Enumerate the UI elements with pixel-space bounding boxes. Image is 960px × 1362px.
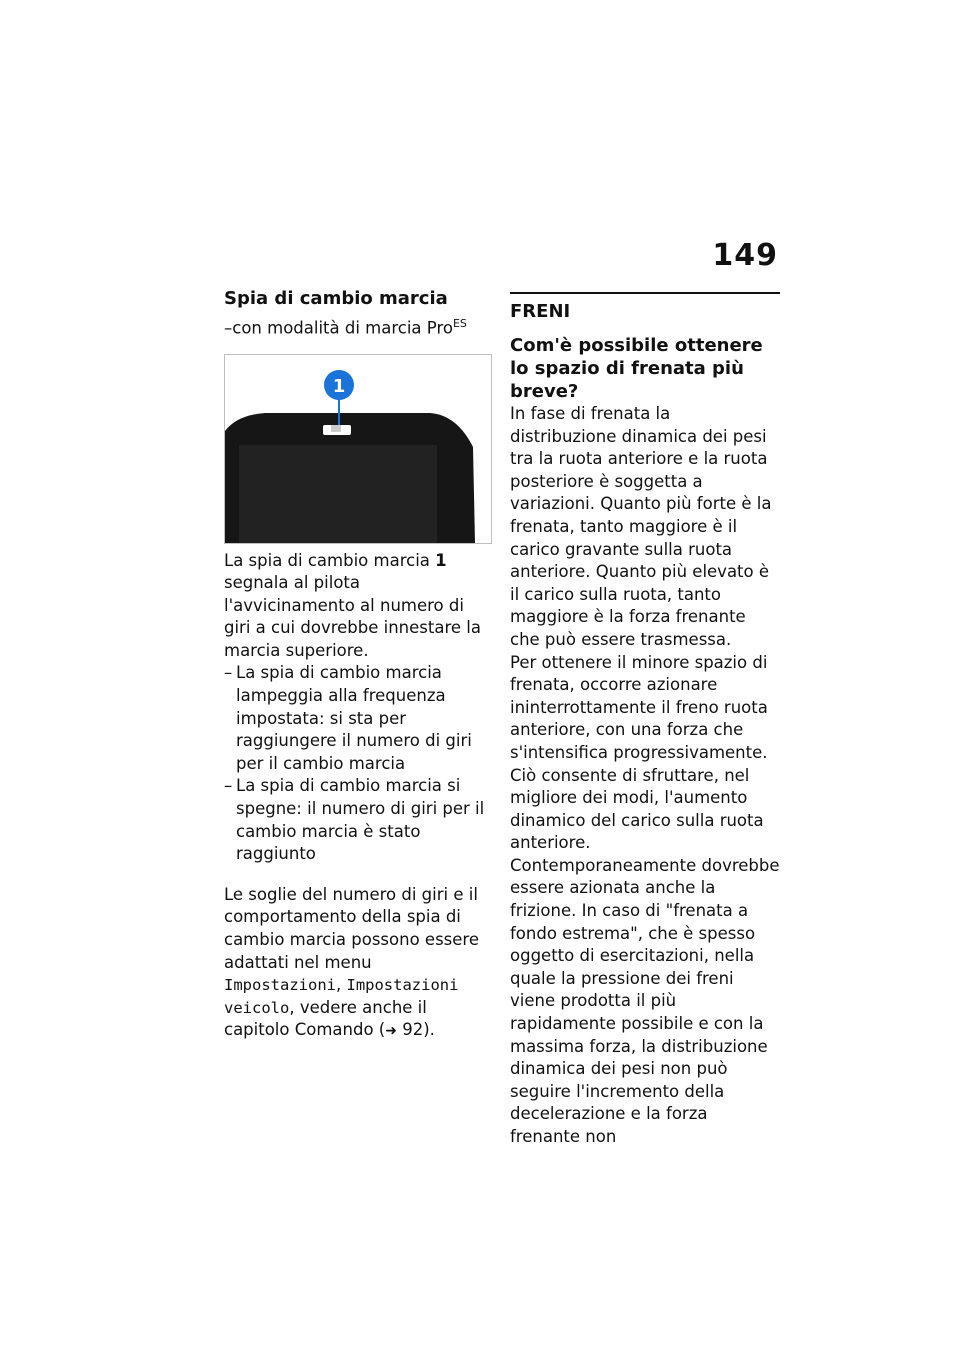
intro-paragraph	[224, 550, 494, 663]
list-item-text: La spia di cambio marcia si spegne: il numero di giri per il cambio marcia è stato raggiunto	[236, 776, 485, 864]
list-item-text: La spia di cambio marcia lampeggia alla frequenza impostata: si sta per raggiungere il numero di giri per il cambio marcia	[236, 663, 472, 773]
shift-indicator-notch	[331, 425, 341, 432]
settings-text: Le soglie del numero di giri e il comportamento della spia di cambio marcia possono essere adattati nel menu	[224, 884, 479, 972]
braking-paragraph-1: In fase di frenata la distribuzione dinamica dei pesi tra la ruota anteriore e la ruota posteriore è soggetta a variazioni. Quanto più forte è la frenata, tanto maggiore è il carico gravante sulla ruota anteriore. Quanto più elevato è il carico sulla ruota, tanto maggiore è la forza frenante che può essere trasmessa.	[510, 404, 772, 649]
section-divider	[510, 292, 780, 294]
page-reference-arrow-icon: ➜	[385, 1023, 397, 1040]
page-reference[interactable]: 92).	[396, 1020, 435, 1040]
callout-number: 1	[332, 375, 346, 397]
behavior-list	[224, 662, 494, 865]
left-column	[224, 288, 494, 1043]
bullet-dash: –	[224, 776, 233, 796]
menu-name-settings: Impostazioni	[224, 976, 336, 995]
intro-text: La spia di cambio marcia	[224, 550, 436, 570]
settings-text-cont: , vedere anche il capitolo Comando (	[224, 997, 427, 1040]
dashboard-illustration	[225, 355, 491, 543]
list-item	[224, 775, 494, 865]
intro-rest: segnala al pilota l'avvicinamento al numero di giri a cui dovrebbe innestare la marcia superiore.	[224, 573, 481, 660]
subheading-superscript: ES	[452, 317, 467, 330]
section-heading: Spia di cambio marcia	[224, 288, 448, 309]
braking-paragraph-2: Per ottenere il minore spazio di frenata, occorre azionare ininterrottamente il freno ruota anteriore, con una forza che s'intensifica progressivamente. Ciò consente di sfruttare, nel migliore dei modi, l'aumento dinamico del carico sulla ruota anteriore. Contemporaneamente dovrebbe essere azionata anche la frizione. In caso di "frenata a fondo estrema", che è spesso oggetto di esercitazioni, nella quale la pressione dei freni viene prodotta il più rapidamente possibile e con la massima forza, la distribuzione dinamica dei pesi non può seguire l'incremento della decelerazione e la forza frenante non	[510, 652, 780, 1146]
subheading-text: –con modalità di marcia Pro	[224, 318, 453, 338]
menu-name-vehicle-settings: Impostazioni veicolo	[224, 976, 459, 1017]
page-number: 149	[712, 238, 778, 273]
display-screen	[239, 445, 437, 543]
section-subheading	[224, 313, 494, 340]
bullet-dash: –	[224, 663, 233, 683]
gear-shift-indicator-figure	[224, 354, 492, 544]
menu-separator: ,	[335, 975, 347, 995]
right-column	[510, 292, 780, 1149]
question-heading: Com'è possibile ottenere lo spazio di frenata più breve?	[510, 335, 763, 402]
list-item	[224, 662, 494, 775]
intro-callout-ref: 1	[435, 550, 447, 570]
chapter-title: FRENI	[510, 301, 571, 322]
settings-paragraph	[224, 884, 494, 1043]
